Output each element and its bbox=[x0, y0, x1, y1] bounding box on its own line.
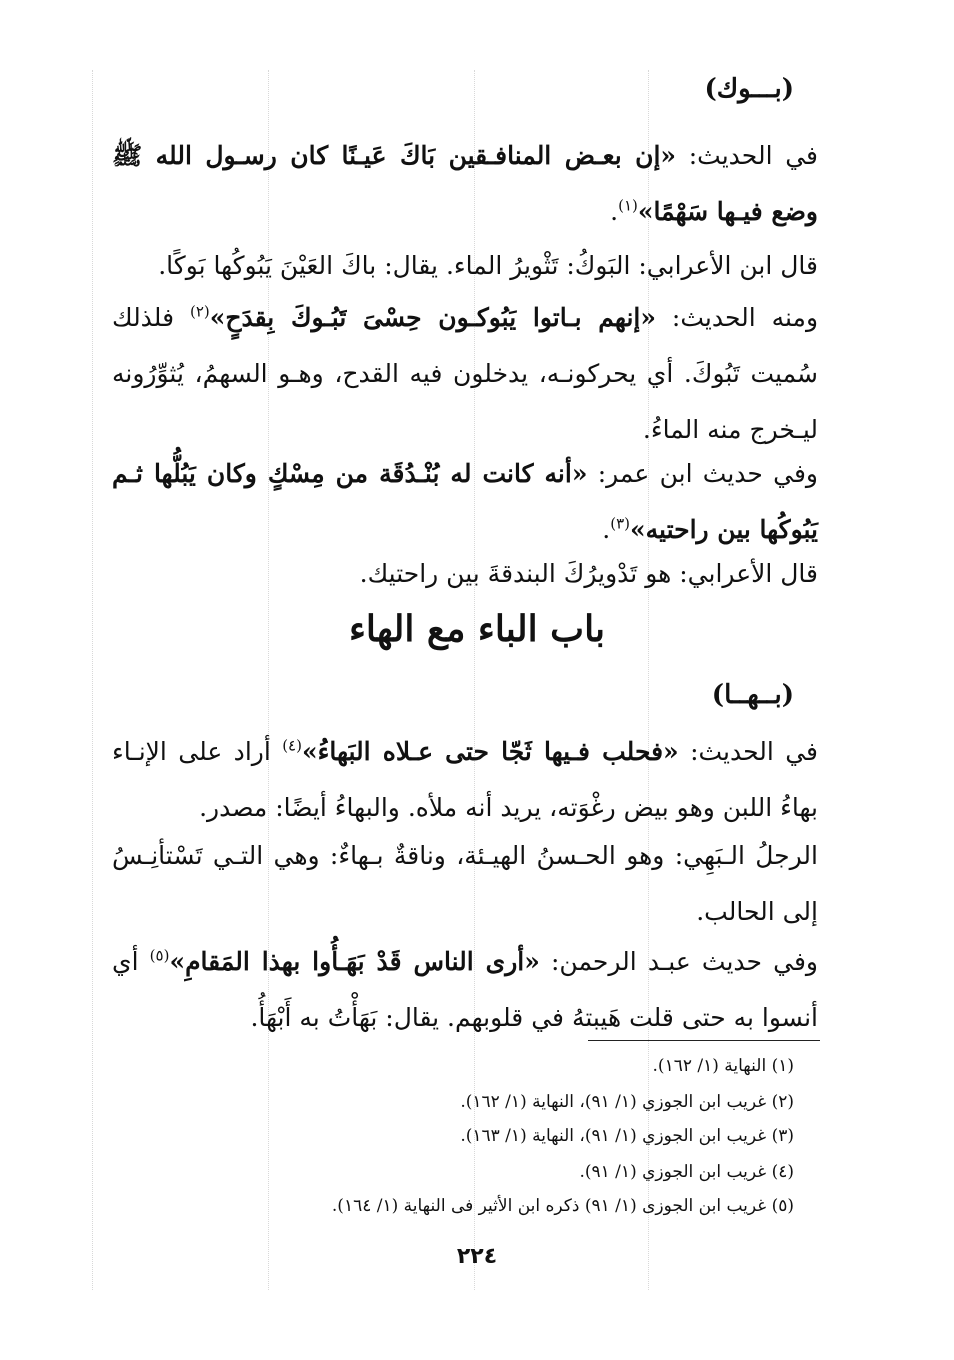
footnote-ref: (١) bbox=[618, 196, 638, 215]
chapter-title: باب الباء مع الهاء bbox=[348, 608, 606, 650]
entry-heading-bwk: (بـــوك) bbox=[704, 74, 794, 104]
paragraph-text: قال الأعرابي: هو تَدْويرُكَ البندقةَ بين راحتيك. bbox=[359, 559, 818, 588]
hadith-quote: «فحلب فـيها ثَجّا حتى عـلاه البَهاءُ» bbox=[301, 737, 679, 766]
footnote-ref: (٥) bbox=[149, 946, 170, 965]
paragraph-text: في الحديث: bbox=[678, 737, 819, 766]
hadith-quote: «إنهم بـاتوا يَبُوكـون حِسْىَ تَبُـوكَ بِقدَحٍ» bbox=[209, 303, 656, 332]
paragraph bbox=[112, 446, 818, 558]
paragraph bbox=[112, 828, 818, 940]
paragraph-text: الرجلُ الـبَهِي: وهو الحـسنُ الهيـئة، وناقةٌ بـهاءٌ: وهي التـي تَسْتأنِـسُ إلى الحالب. bbox=[112, 841, 818, 926]
paragraph bbox=[112, 934, 818, 1046]
hadith-quote: «أرى الناس قَدْ بَهَـأُوا بهذا المَقامِ» bbox=[169, 947, 540, 976]
footnote-ref: (٢) bbox=[189, 302, 210, 321]
paragraph bbox=[112, 546, 818, 602]
hadith-quote: «إن بعـض المنافـقين بَاكَ عَيـنًا كان رسـول الله ﷺ وضع فيـها سَهْمًا» bbox=[112, 141, 818, 226]
paragraph-text: قال ابن الأعرابي: البَوكُ: تَثْويرُ الماء. يقال: باكَ العَيْنَ يَبُوكُها بَوكًا. bbox=[158, 251, 818, 280]
footnote-ref: (٣) bbox=[610, 514, 630, 533]
scan-guide bbox=[92, 70, 93, 1290]
footnote: (٢) غريب ابن الجوزي (١/ ٩١)، النهاية (١/ ١٦٢). bbox=[460, 1092, 794, 1112]
footnote-separator bbox=[588, 1040, 820, 1041]
footnote: (٤) غريب ابن الجوزي (١/ ٩١). bbox=[579, 1162, 794, 1182]
footnote: (٣) غريب ابن الجوزي (١/ ٩١)، النهاية (١/ ١٦٣). bbox=[460, 1126, 794, 1146]
hadith-quote: «أنه كانت له بُنْـدُقَة من مِسْكٍ وكان يَبُلُّها ثـم يَبُوكُها بين راحتيه» bbox=[112, 459, 818, 544]
paragraph bbox=[112, 238, 818, 294]
paragraph-text: فلذلك سُميت تَبُوكَ. أي يحركونـه، يدخلون فيه القدح، وهـو السهمُ، يُثوِّرُونه ليـخرج منه الماءُ. bbox=[112, 303, 818, 444]
paragraph-text: ومنه الحديث: bbox=[655, 303, 819, 332]
paragraph bbox=[112, 724, 818, 836]
paragraph bbox=[112, 128, 818, 240]
footnote: (٥) غريب ابن الجوزى (١/ ٩١) ذكره ابن الأثير فى النهاية (١/ ١٦٤). bbox=[331, 1196, 794, 1216]
footnote: (١) النهاية (١/ ١٦٢). bbox=[652, 1056, 794, 1076]
page-number: ٢٢٤ bbox=[456, 1244, 498, 1269]
paragraph bbox=[112, 290, 818, 458]
paragraph-text: وفي حديث ابن عمر: bbox=[587, 459, 818, 488]
paragraph-text: . bbox=[602, 515, 611, 544]
paragraph-text: أراد على الإنـاء بهاءُ اللبن وهو بيض رغْوَته، يريد أنه ملأه. والبهاءُ أيضًا: مصدر. bbox=[112, 737, 818, 822]
paragraph-text: . bbox=[610, 197, 619, 226]
entry-heading-bha: (بــهــا) bbox=[711, 680, 794, 710]
footnote-ref: (٤) bbox=[282, 736, 302, 755]
paragraph-text: وفي حديث عبـد الرحمن: bbox=[539, 947, 819, 976]
paragraph-text: أي أنسوا به حتى قلت هَيبتهُ في قلوبهم. يقال: بَهَأْتُ به أَبْهَأُ. bbox=[112, 947, 818, 1032]
paragraph-text: في الحديث: bbox=[676, 141, 818, 170]
